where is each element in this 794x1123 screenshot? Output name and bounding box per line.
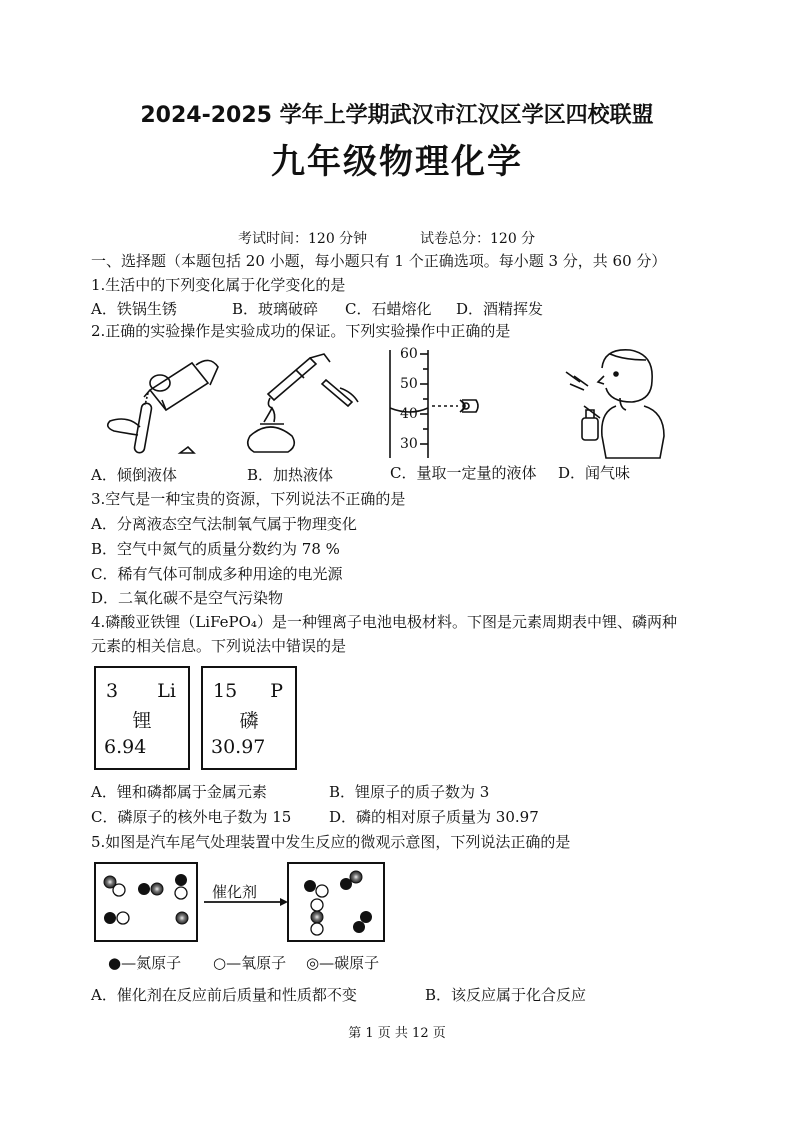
q4-option-c: C．磷原子的核外电子数为 15: [91, 808, 292, 826]
section-heading: 一、选择题（本题包括 20 小题，每小题只有 1 个正确选项。每小题 3 分，共 60 分）: [91, 252, 667, 270]
q4-option-d: D．磷的相对原子质量为 30.97: [329, 808, 539, 826]
element-card-phosphorus: [201, 666, 297, 770]
q1-option-a: A．铁锅生锈: [91, 300, 177, 318]
question-2-stem: 2.正确的实验操作是实验成功的保证。下列实验操作中正确的是: [91, 322, 511, 340]
legend-oxygen: ○—氧原子: [213, 954, 287, 972]
element-symbol: P: [270, 680, 283, 702]
q5-option-a: A．催化剂在反应前后质量和性质都不变: [91, 986, 357, 1004]
legend-nitrogen: ●—氮原子: [108, 954, 182, 972]
pouring-liquid-illustration: [100, 355, 220, 460]
q3-option-c: C．稀有气体可制成多种用途的电光源: [91, 565, 343, 583]
element-card-lithium: [94, 666, 190, 770]
total-score: 试卷总分：120 分: [420, 231, 536, 247]
element-name: 磷: [239, 710, 259, 732]
q3-option-a: A．分离液态空气法制氧气属于物理变化: [91, 515, 357, 533]
legend-carbon: ◎—碳原子: [306, 954, 380, 972]
smelling-gas-illustration: [560, 346, 670, 458]
tick-30: 30: [400, 436, 418, 452]
question-4-stem-line1: 4.磷酸亚铁锂（LiFePO₄）是一种锂离子电池电极材料。下图是元素周期表中锂、磷两种: [91, 613, 677, 631]
atomic-mass: 6.94: [104, 736, 147, 758]
q3-option-b: B．空气中氮气的质量分数约为 78 %: [91, 540, 340, 558]
q2-option-a: A．倾倒液体: [91, 466, 177, 484]
subject-title: 九年级物理化学: [271, 142, 523, 182]
page-number: 第 1 页 共 12 页: [348, 1026, 446, 1041]
element-symbol: Li: [157, 680, 176, 702]
q2-option-c: C．量取一定量的液体: [390, 464, 537, 482]
measuring-cylinder-illustration: [380, 346, 490, 458]
tick-50: 50: [400, 376, 418, 392]
heating-liquid-illustration: [240, 352, 370, 460]
atomic-number: 15: [213, 680, 238, 702]
tick-60: 60: [400, 346, 418, 362]
question-5-stem: 5.如图是汽车尾气处理装置中发生反应的微观示意图，下列说法正确的是: [91, 833, 571, 851]
question-4-stem-line2: 元素的相关信息。下列说法中错误的是: [91, 637, 347, 655]
question-3-stem: 3.空气是一种宝贵的资源，下列说法不正确的是: [91, 490, 406, 508]
q1-option-b: B．玻璃破碎: [232, 300, 319, 318]
catalyst-label: 催化剂: [212, 883, 258, 901]
q3-option-d: D．二氧化碳不是空气污染物: [91, 589, 284, 607]
q1-option-c: C．石蜡熔化: [345, 300, 432, 318]
q4-option-b: B．锂原子的质子数为 3: [329, 783, 490, 801]
q1-option-d: D．酒精挥发: [456, 300, 544, 318]
question-1-stem: 1.生活中的下列变化属于化学变化的是: [91, 276, 346, 294]
q4-option-a: A．锂和磷都属于金属元素: [91, 783, 267, 801]
atomic-mass: 30.97: [211, 736, 266, 758]
q2-option-d: D．闻气味: [558, 464, 631, 482]
tick-40: 40: [400, 406, 418, 422]
atomic-number: 3: [106, 680, 119, 702]
q5-option-b: B．该反应属于化合反应: [425, 986, 587, 1004]
q2-option-b: B．加热液体: [247, 466, 334, 484]
exam-title: 2024-2025 学年上学期武汉市江汉区学区四校联盟: [140, 103, 654, 128]
element-name: 锂: [132, 710, 152, 732]
exam-time: 考试时间：120 分钟: [238, 231, 368, 247]
reaction-diagram: [94, 862, 394, 944]
